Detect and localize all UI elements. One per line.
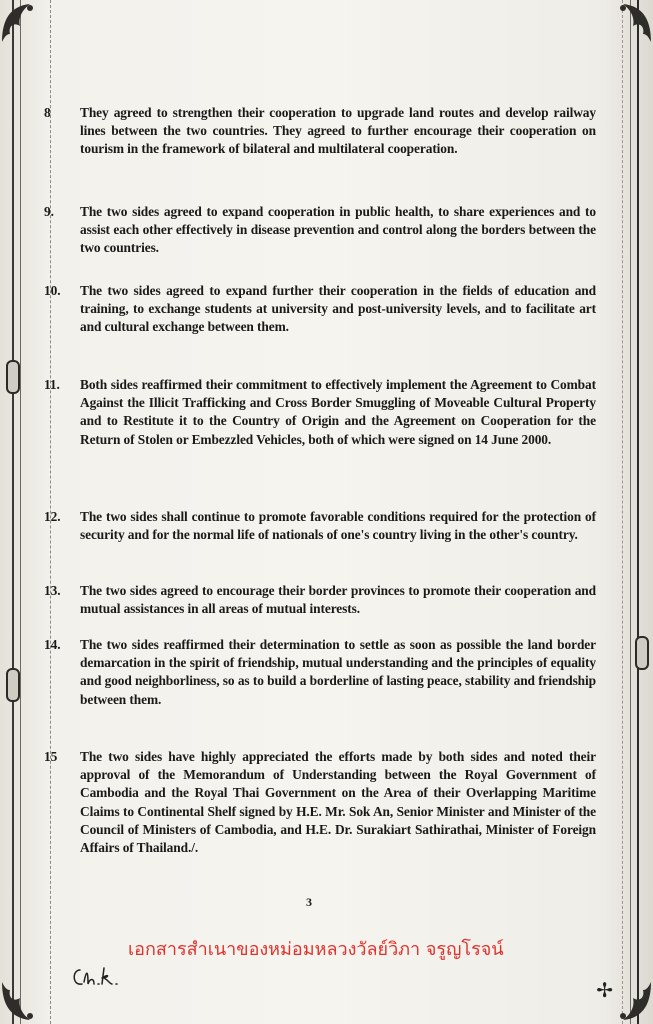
corner-ornament-bottom-left [0, 980, 44, 1024]
thai-caption-watermark: เอกสารสำเนาของหม่อมหลวงวัลย์วิภา จรูญโรจน์ [128, 939, 504, 960]
paragraph-number: 13. [44, 583, 61, 598]
corner-ornament-top-right [609, 0, 653, 44]
paragraph-text: The two sides reaffirmed their determination to settle as soon as possible the land border demarcation in the spirit of friendship, mutual understanding and the principles of equality and good neighborliness, so as to build a borderline of lasting peace, stability and friendship between them. [80, 637, 596, 707]
paragraph-15 [44, 748, 596, 857]
paragraph-8 [44, 104, 596, 159]
paragraph-number: 12. [44, 509, 61, 524]
paragraph-14 [44, 636, 596, 709]
paragraph-text: The two sides agreed to encourage their border provinces to promote their cooperation and mutual assistances in all areas of mutual interests. [80, 583, 596, 617]
right-border-decoration [630, 0, 639, 1024]
binder-clip-mark [635, 636, 649, 670]
paragraph-text: The two sides agreed to expand cooperation in public health, to share experiences and to assist each other effectively in disease prevention and control along the borders between the two countries. [80, 204, 596, 256]
paragraph-text: The two sides agreed to expand further their cooperation in the fields of education and training, to exchange students at university and post-university levels, and to facilitate art and cultural exchange between them. [80, 283, 596, 335]
handwritten-initials [70, 962, 130, 992]
paragraph-number: 10. [44, 283, 61, 298]
paragraph-11 [44, 376, 596, 449]
paragraph-10 [44, 282, 596, 337]
corner-ornament-bottom-right [609, 980, 653, 1024]
binder-clip-mark [6, 360, 20, 394]
paragraph-number: 9. [44, 204, 54, 219]
page-number: 3 [306, 895, 312, 909]
left-border-decoration [12, 0, 21, 1024]
paragraph-text: The two sides have highly appreciated the efforts made by both sides and noted their approval of the Memorandum of Understanding between the Royal Government of Cambodia and the Royal Thai Government on the Area of their Overlapping Maritime Claims to Continental Shelf signed by H.E. Mr. Sok An, Senior Minister and Minister of the Council of Ministers of Cambodia, and H.E. Dr. Surakiart Sathirathai, Minister of Foreign Affairs of Thailand./. [80, 749, 596, 856]
paragraph-number: 14. [44, 637, 61, 652]
paragraph-number: 15 [44, 749, 58, 764]
binder-clip-mark [6, 668, 20, 702]
paragraph-13 [44, 582, 596, 618]
paragraph-text: Both sides reaffirmed their commitment to effectively implement the Agreement to Combat Against the Illicit Trafficking and Cross Border Smuggling of Moveable Cultural Property and to Restitute it to the Country of Origin and the Agreement on Cooperation for the Return of Stolen or Embezzled Vehicles, both of which were signed on 14 June 2000. [80, 377, 596, 447]
paragraph-text: The two sides shall continue to promote favorable conditions required for the protection of security and for the normal life of nationals of one's country living in the other's country. [80, 509, 596, 543]
right-dashed-rule [622, 0, 623, 1024]
paragraph-number: 8 [44, 105, 51, 120]
paragraph-9 [44, 203, 596, 258]
paragraph-text: They agreed to strengthen their cooperation to upgrade land routes and develop railway lines between the two countries. They agreed to further encourage their cooperation on tourism in the framework of bilateral and multilateral cooperation. [80, 105, 596, 157]
paragraph-number: 11. [44, 377, 60, 392]
star-mark-icon: ✢ [596, 978, 613, 1002]
corner-ornament-top-left [0, 0, 44, 44]
paragraph-12 [44, 508, 596, 544]
